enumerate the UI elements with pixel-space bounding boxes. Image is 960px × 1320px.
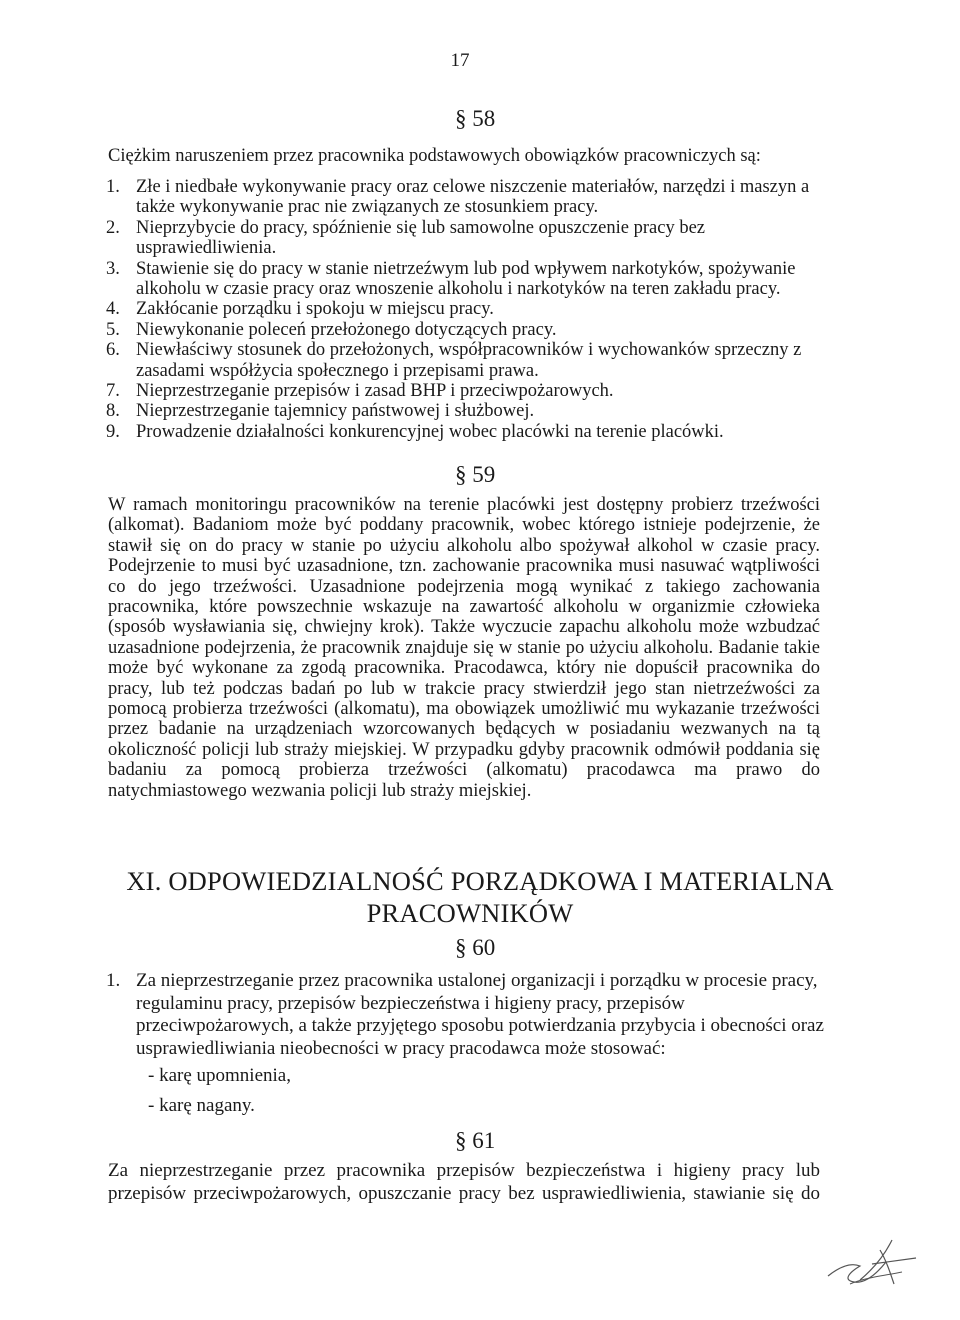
list-item: 3. Stawienie się do pracy w stanie nietrzeźwym lub pod wpływem narkotyków, spożywanie alkoholu w czasie pracy oraz wnoszenie alkoholu i narkotyków na teren zakładu pracy. [106, 258, 796, 300]
penalty-admonition: - karę nagany. [148, 1095, 255, 1116]
penalty-reprimand: - karę upomnienia, [148, 1065, 291, 1086]
list-item: 1. Złe i niedbałe wykonywanie pracy oraz celowe niszczenie materiałów, narzędzi i maszyn a także wykonywanie prac nie związanych ze stosunkiem pracy. [106, 177, 810, 218]
section-59-heading: § 59 [455, 462, 496, 487]
section-58-intro: Ciężkim naruszeniem przez pracownika podstawowych obowiązków pracowniczych są: [108, 146, 761, 166]
page-number: 17 [450, 50, 470, 71]
list-item: 2. Nieprzybycie do pracy, spóźnienie się lub samowolne opuszczenie pracy bez usprawiedliwienia. [106, 217, 705, 259]
section-60-heading: § 60 [455, 935, 496, 960]
section-61-paragraph: Za nieprzestrzeganie przez pracownika przepisów bezpieczeństwa i higieny pracy lub przepisów przeciwpożarowych, opuszczanie pracy bez usprawiedliwienia, stawianie się do [108, 1160, 820, 1204]
section-58-list [106, 177, 826, 442]
list-item: 8. Nieprzestrzeganie tajemnicy państwowej i służbowej. [106, 401, 535, 422]
handwritten-initials [820, 1232, 920, 1292]
chapter-heading-line1: XI. ODPOWIEDZIALNOŚĆ PORZĄDKOWA I MATERIALNA [126, 866, 834, 896]
section-61-heading: § 61 [455, 1128, 496, 1153]
list-item: 9. Prowadzenie działalności konkurencyjnej wobec placówki na terenie placówki. [106, 421, 724, 442]
list-item: 5. Niewykonanie poleceń przełożonego dotyczących pracy. [106, 319, 557, 340]
section-60-list [106, 970, 828, 1060]
section-59-paragraph: W ramach monitoringu pracowników na terenie placówki jest dostępny probierz trzeźwości (alkomat). Badaniom może być poddany pracownik, wobec którego istnieje podejrzenie, że stawił się on do pracy w stanie po użyciu alkoholu albo spożywał alkohol w czasie pracy. Podejrzenie to musi być uzasadnione, tzn. zachowanie pracownika musi nasuwać wątpliwości co do jego trzeźwości. Uzasadnione podejrzenia mogą wynikać z takiego zachowania pracownika, które powszechnie wskazuje na zawartość alkoholu w organizmie człowieka (sposób wysławiania się, chwiejny krok). Także wyczucie zapachu alkoholu może wzbudzać uzasadnione podejrzenia, że pracownik znajduje się w stanie po użyciu alkoholu. Badanie takie może być wykonane za zgodą pracownika. Pracodawca, który nie dopuścił pracownika do pracy, lub też podczas badań po lub w trakcie pracy stwierdził jego stan nietrzeźwości za pomocą probierza trzeźwości (alkomatu), ma obowiązek umożliwić mu wykazanie trzeźwości przez badanie na urządzeniach wzorcowanych będących w posiadaniu wezwanych na tą okoliczność policji lub straży miejskiej. W przypadku gdyby pracownik odmówił poddania się badaniu za pomocą probierza trzeźwości (alkomatu) pracodawca ma prawo do natychmiastowego wezwania policji lub straży miejskiej. [108, 495, 820, 801]
section-58-heading: § 58 [455, 106, 496, 131]
chapter-heading-line2: PRACOWNIKÓW [366, 898, 574, 928]
list-item: 1. Za nieprzestrzeganie przez pracownika ustalonej organizacji i porządku w procesie pracy, regulaminu pracy, przepisów bezpieczeństwa i higieny pracy, przepisów przeciwpożarowych, a także przyjętego sposobu potwierdzania przybycia i obecności oraz usprawiedliwiania nieobecności w pracy pracodawca może stosować: [106, 970, 824, 1059]
list-item: 4. Zakłócanie porządku i spokoju w miejscu pracy. [106, 299, 494, 320]
list-item: 6. Niewłaściwy stosunek do przełożonych, współpracowników i wychowanków sprzeczny z zasadami współżycia społecznego i przepisami prawa. [106, 340, 802, 381]
list-item: 7. Nieprzestrzeganie przepisów i zasad BHP i przeciwpożarowych. [106, 381, 614, 402]
